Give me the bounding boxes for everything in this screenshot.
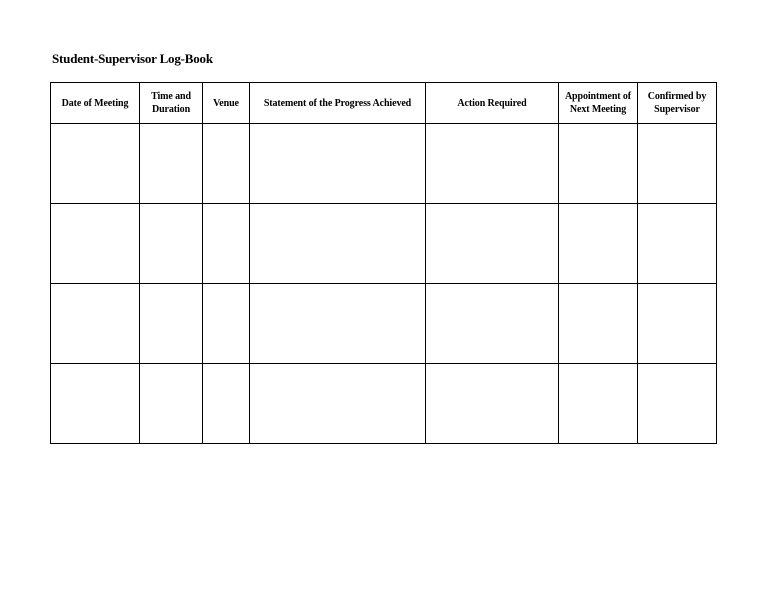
table-cell[interactable] <box>250 364 426 444</box>
table-cell[interactable] <box>250 204 426 284</box>
column-header-date-of-meeting <box>51 83 140 124</box>
table-row <box>51 204 717 284</box>
header-label-line-1: Time and <box>151 91 191 102</box>
header-label-line-1: Appointment of <box>564 91 632 102</box>
table-row <box>51 124 717 204</box>
header-label: Statement of the Progress Achieved <box>263 97 412 109</box>
table-row <box>51 364 717 444</box>
header-label-line-2: Next Meeting <box>569 104 627 115</box>
table-cell[interactable] <box>250 284 426 364</box>
header-label-line-2: Supervisor <box>654 104 700 115</box>
table-cell[interactable] <box>638 284 717 364</box>
table-cell[interactable] <box>559 364 638 444</box>
table-cell[interactable] <box>140 284 203 364</box>
table-cell[interactable] <box>638 364 717 444</box>
page-title: Student-Supervisor Log-Book <box>52 51 213 66</box>
table-cell[interactable] <box>203 204 250 284</box>
header-row <box>51 83 717 124</box>
column-header-confirmed-by-supervisor <box>638 83 717 124</box>
table-cell[interactable] <box>203 124 250 204</box>
header-label-line-2: Duration <box>151 104 191 115</box>
table-cell[interactable] <box>203 284 250 364</box>
table-cell[interactable] <box>140 124 203 204</box>
table-cell[interactable] <box>51 364 140 444</box>
table-cell[interactable] <box>426 124 559 204</box>
table-cell[interactable] <box>426 364 559 444</box>
table-cell[interactable] <box>203 364 250 444</box>
table-row <box>51 284 717 364</box>
column-header-time-and-duration <box>140 83 203 124</box>
log-book-table <box>50 82 717 444</box>
table-cell[interactable] <box>559 124 638 204</box>
table-body <box>51 124 717 444</box>
header-label: Action Required <box>457 97 527 109</box>
table-cell[interactable] <box>638 124 717 204</box>
column-header-appointment-of-next-meeting <box>559 83 638 124</box>
table-header <box>51 83 717 124</box>
table-cell[interactable] <box>51 284 140 364</box>
column-header-action-required <box>426 83 559 124</box>
table-cell[interactable] <box>638 204 717 284</box>
table-cell[interactable] <box>559 284 638 364</box>
column-header-statement-of-progress <box>250 83 426 124</box>
table-cell[interactable] <box>140 364 203 444</box>
column-header-venue <box>203 83 250 124</box>
table-cell[interactable] <box>426 284 559 364</box>
header-label: Date of Meeting <box>61 97 129 109</box>
header-label-line-1: Confirmed by <box>647 91 707 102</box>
table-cell[interactable] <box>51 204 140 284</box>
table-cell[interactable] <box>140 204 203 284</box>
header-label: Venue <box>213 97 239 109</box>
table-cell[interactable] <box>51 124 140 204</box>
table-cell[interactable] <box>250 124 426 204</box>
table-cell[interactable] <box>559 204 638 284</box>
table-cell[interactable] <box>426 204 559 284</box>
